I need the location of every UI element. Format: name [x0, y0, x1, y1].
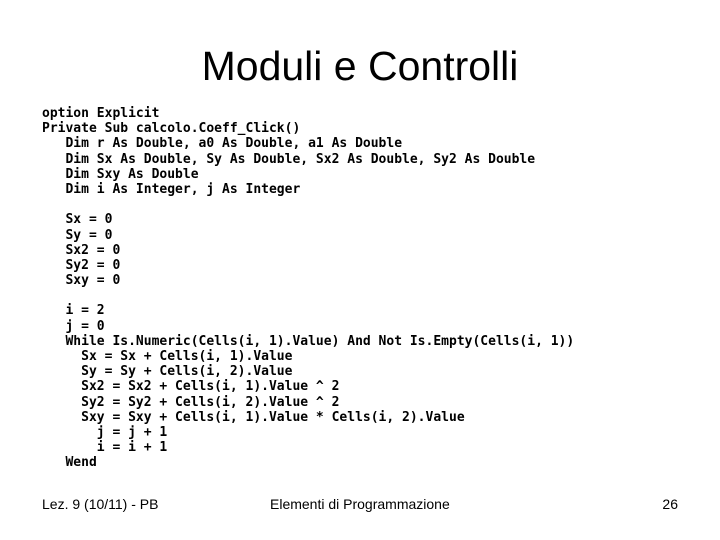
code-line: Wend: [42, 455, 97, 471]
code-line: Sx2 = 0: [42, 242, 121, 258]
code-line: Dim r As Double, a0 As Double, a1 As Double: [42, 136, 403, 152]
code-line: Sy = 0: [42, 227, 113, 243]
code-line: Sy2 = Sy2 + Cells(i, 2).Value ^ 2: [42, 394, 340, 410]
code-line: i = i + 1: [42, 440, 168, 456]
code-line: Sxy = 0: [42, 273, 121, 289]
code-line: Dim Sx As Double, Sy As Double, Sx2 As Double, Sy2 As Double: [42, 151, 536, 167]
code-line: option Explicit: [42, 106, 160, 121]
code-line: Sy2 = 0: [42, 257, 121, 273]
code-line: Sx2 = Sx2 + Cells(i, 1).Value ^ 2: [42, 379, 340, 395]
code-line: Sy = Sy + Cells(i, 2).Value: [42, 364, 293, 380]
code-line: Sxy = Sxy + Cells(i, 1).Value * Cells(i, 2).Value: [42, 409, 465, 425]
code-line: While Is.Numeric(Cells(i, 1).Value) And Not Is.Empty(Cells(i, 1)): [42, 333, 575, 349]
code-line: Sx = 0: [42, 212, 113, 228]
footer-page-number: 26: [662, 496, 678, 512]
code-line: j = 0: [42, 318, 105, 334]
code-block: [42, 106, 574, 471]
slide-title: Moduli e Controlli: [201, 43, 519, 89]
code-line: [42, 288, 574, 303]
code-line: [42, 197, 574, 212]
code-line: Private Sub calcolo.Coeff_Click(): [42, 121, 301, 137]
code-line: Dim Sxy As Double: [42, 166, 199, 182]
code-line: i = 2: [42, 303, 105, 319]
footer-course-title: Elementi di Programmazione: [270, 496, 450, 512]
code-line: j = j + 1: [42, 424, 168, 440]
footer-lecture-label: Lez. 9 (10/11) - PB: [42, 496, 159, 512]
code-line: Sx = Sx + Cells(i, 1).Value: [42, 349, 293, 364]
code-line: Dim i As Integer, j As Integer: [42, 181, 301, 197]
